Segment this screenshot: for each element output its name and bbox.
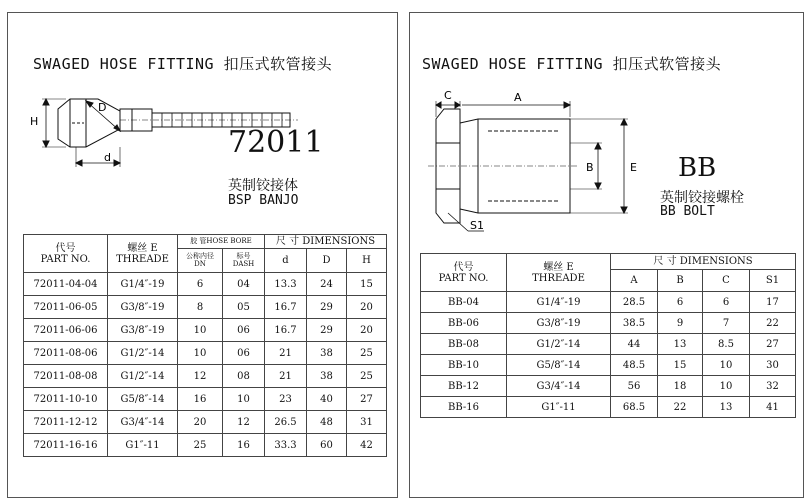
cell-dn: 10 <box>178 342 223 365</box>
table-row <box>421 355 796 376</box>
cell-d: 26.5 <box>265 411 307 434</box>
cell-D: 24 <box>307 273 347 296</box>
dim-d-label: d <box>104 151 111 164</box>
table-row <box>24 434 387 457</box>
cell-H: 20 <box>347 319 387 342</box>
dim-S1-label: S1 <box>470 219 484 232</box>
cell-thread: G5/8″-14 <box>507 355 611 376</box>
cell-S1: 32 <box>750 376 796 397</box>
table-row <box>421 292 796 313</box>
cell-dn: 20 <box>178 411 223 434</box>
cell-part: 72011-16-16 <box>24 434 108 457</box>
cell-thread: G3/8″-19 <box>507 313 611 334</box>
cell-H: 31 <box>347 411 387 434</box>
cell-D: 38 <box>307 342 347 365</box>
header-dn: 公称内径 DN <box>178 249 223 273</box>
cell-dash: 16 <box>223 434 265 457</box>
cell-dash: 10 <box>223 388 265 411</box>
cell-thread: G3/8″-19 <box>108 296 178 319</box>
cell-part: BB-08 <box>421 334 507 355</box>
cell-C: 6 <box>703 292 750 313</box>
header-d: d <box>265 249 307 273</box>
cell-part: 72011-10-10 <box>24 388 108 411</box>
dim-A-label: A <box>514 91 522 104</box>
cell-D: 60 <box>307 434 347 457</box>
cell-D: 29 <box>307 296 347 319</box>
cell-d: 21 <box>265 365 307 388</box>
cell-part: 72011-12-12 <box>24 411 108 434</box>
cell-d: 16.7 <box>265 319 307 342</box>
cell-B: 22 <box>658 397 703 418</box>
cell-thread: G1″-11 <box>507 397 611 418</box>
cell-B: 6 <box>658 292 703 313</box>
cell-dn: 25 <box>178 434 223 457</box>
cell-part: BB-16 <box>421 397 507 418</box>
cell-dash: 12 <box>223 411 265 434</box>
cell-part: BB-06 <box>421 313 507 334</box>
cell-H: 15 <box>347 273 387 296</box>
cell-C: 10 <box>703 376 750 397</box>
cell-dash: 06 <box>223 342 265 365</box>
cell-H: 27 <box>347 388 387 411</box>
header-dimensions: 尺 寸 DIMENSIONS <box>265 235 387 249</box>
banjo-sheet <box>7 12 398 498</box>
cell-dash: 08 <box>223 365 265 388</box>
cell-part: 72011-08-06 <box>24 342 108 365</box>
cell-S1: 27 <box>750 334 796 355</box>
dim-C-label: C <box>444 89 452 102</box>
table-row <box>421 313 796 334</box>
cell-dn: 10 <box>178 319 223 342</box>
header-dash: 标号 DASH <box>223 249 265 273</box>
cell-dn: 6 <box>178 273 223 296</box>
cell-dn: 16 <box>178 388 223 411</box>
header-B: B <box>658 270 703 292</box>
cell-S1: 22 <box>750 313 796 334</box>
cell-S1: 41 <box>750 397 796 418</box>
cell-part: 72011-08-08 <box>24 365 108 388</box>
cell-d: 13.3 <box>265 273 307 296</box>
header-dimensions: 尺 寸 DIMENSIONS <box>611 254 796 270</box>
cell-thread: G1/2″-14 <box>108 365 178 388</box>
cell-d: 33.3 <box>265 434 307 457</box>
cell-part: BB-04 <box>421 292 507 313</box>
name-en: BB BOLT <box>660 204 715 219</box>
cell-C: 8.5 <box>703 334 750 355</box>
cell-thread: G3/4″-14 <box>507 376 611 397</box>
header-hose-bore: 胶 管HOSE BORE <box>178 235 265 249</box>
part-code: BB <box>678 153 717 183</box>
cell-A: 44 <box>611 334 658 355</box>
cell-B: 15 <box>658 355 703 376</box>
table-row <box>421 376 796 397</box>
cell-A: 56 <box>611 376 658 397</box>
cell-dash: 05 <box>223 296 265 319</box>
dim-D-label: D <box>98 101 107 114</box>
table-row <box>421 334 796 355</box>
table-row <box>421 397 796 418</box>
cell-S1: 30 <box>750 355 796 376</box>
cell-B: 9 <box>658 313 703 334</box>
cell-D: 29 <box>307 319 347 342</box>
header-part: 代号 PART NO. <box>421 254 507 292</box>
cell-part: 72011-06-05 <box>24 296 108 319</box>
bolt-drawing <box>418 81 658 241</box>
cell-C: 10 <box>703 355 750 376</box>
cell-B: 18 <box>658 376 703 397</box>
sheet-title: SWAGED HOSE FITTING 扣压式软管接头 <box>33 55 333 73</box>
dim-H-label: H <box>30 115 39 128</box>
cell-C: 13 <box>703 397 750 418</box>
part-code: 72011 <box>228 125 324 160</box>
cell-D: 38 <box>307 365 347 388</box>
cell-H: 42 <box>347 434 387 457</box>
cell-D: 48 <box>307 411 347 434</box>
cell-part: BB-10 <box>421 355 507 376</box>
header-thread: 螺丝 E THREADE <box>108 235 178 273</box>
table-row <box>24 365 387 388</box>
cell-thread: G5/8″-14 <box>108 388 178 411</box>
cell-thread: G1/4″-19 <box>507 292 611 313</box>
table-row <box>24 388 387 411</box>
dim-B-label: B <box>586 161 594 174</box>
cell-thread: G3/8″-19 <box>108 319 178 342</box>
cell-thread: G1/4″-19 <box>108 273 178 296</box>
name-cn: 英制铰接体 <box>228 178 298 194</box>
cell-A: 68.5 <box>611 397 658 418</box>
name-en: BSP BANJO <box>228 193 299 208</box>
cell-A: 28.5 <box>611 292 658 313</box>
header-H: H <box>347 249 387 273</box>
cell-dash: 04 <box>223 273 265 296</box>
cell-D: 40 <box>307 388 347 411</box>
cell-dn: 12 <box>178 365 223 388</box>
cell-H: 25 <box>347 365 387 388</box>
cell-thread: G1/2″-14 <box>108 342 178 365</box>
header-part: 代号 PART NO. <box>24 235 108 273</box>
bolt-sheet <box>409 12 804 498</box>
cell-C: 7 <box>703 313 750 334</box>
cell-thread: G1/2″-14 <box>507 334 611 355</box>
cell-part: 72011-04-04 <box>24 273 108 296</box>
cell-part: BB-12 <box>421 376 507 397</box>
cell-H: 20 <box>347 296 387 319</box>
header-D: D <box>307 249 347 273</box>
cell-B: 13 <box>658 334 703 355</box>
cell-thread: G3/4″-14 <box>108 411 178 434</box>
header-S1: S1 <box>750 270 796 292</box>
header-C: C <box>703 270 750 292</box>
cell-H: 25 <box>347 342 387 365</box>
cell-d: 23 <box>265 388 307 411</box>
cell-part: 72011-06-06 <box>24 319 108 342</box>
table-row <box>24 273 387 296</box>
banjo-spec-table <box>23 234 387 457</box>
name-cn: 英制铰接螺栓 <box>660 190 744 206</box>
cell-dn: 8 <box>178 296 223 319</box>
cell-d: 16.7 <box>265 296 307 319</box>
table-row <box>24 319 387 342</box>
sheet-title: SWAGED HOSE FITTING 扣压式软管接头 <box>422 55 722 73</box>
cell-A: 38.5 <box>611 313 658 334</box>
dim-E-label: E <box>630 161 637 174</box>
cell-thread: G1″-11 <box>108 434 178 457</box>
header-thread: 螺丝 E THREADE <box>507 254 611 292</box>
cell-d: 21 <box>265 342 307 365</box>
header-A: A <box>611 270 658 292</box>
bolt-spec-table <box>420 253 796 418</box>
table-row <box>24 342 387 365</box>
table-row <box>24 411 387 434</box>
cell-dash: 06 <box>223 319 265 342</box>
cell-A: 48.5 <box>611 355 658 376</box>
table-row <box>24 296 387 319</box>
cell-S1: 17 <box>750 292 796 313</box>
